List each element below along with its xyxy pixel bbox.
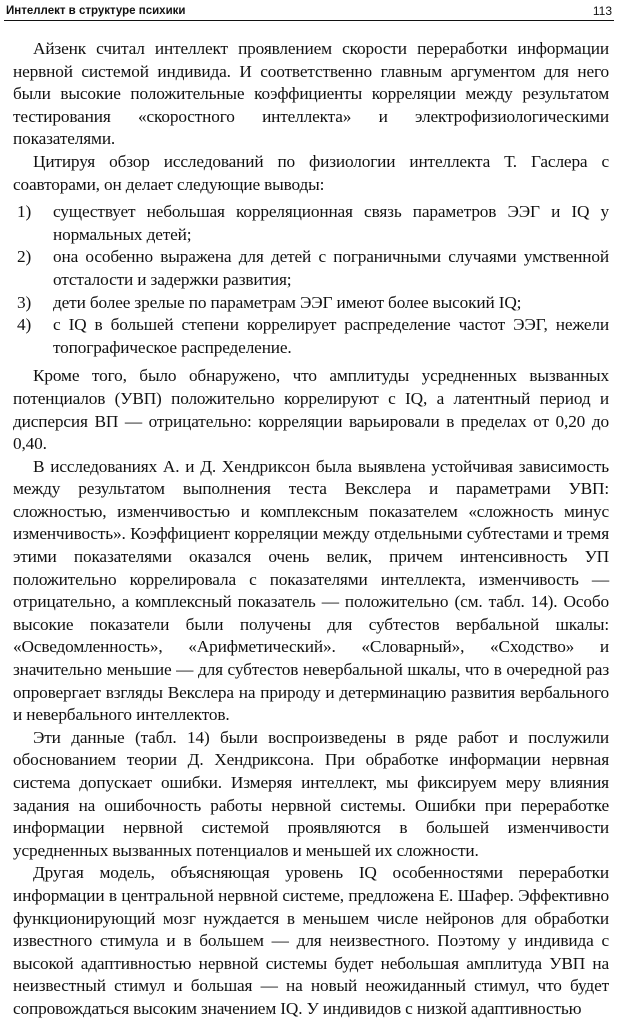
list-item	[13, 246, 609, 291]
list-item-number: 4)	[17, 315, 32, 335]
list-item	[13, 201, 609, 246]
list-item-text: существует небольшая корреляционная связь параметров ЭЭГ и IQ у нормальных детей;	[53, 202, 609, 244]
list-item-number: 2)	[17, 247, 32, 267]
paragraph-gasler-intro: Цитируя обзор исследований по физиологии интеллекта Т. Гаслера с соавторами, он делает следующие выводы:	[13, 151, 609, 194]
paragraph-hendrickson-theory: Эти данные (табл. 14) были воспроизведены в ряде работ и послужили обоснованием теории Д. Хендриксона. При обработке информации нервная система допускает ошибки. Измеряя интеллект, мы фиксируем меру влияния задания на ошибочность работы нервной системы. Ошибки при переработке информации нервной системой проявляются в большей изменчивости усредненных вызванных потенциалов и меньшей их сложности.	[13, 727, 609, 860]
list-item-text: она особенно выражена для детей с пограничными случаями умственной отсталости и задержки развития;	[53, 247, 609, 289]
paragraph-evoked-potentials: Кроме того, было обнаружено, что амплитуды усредненных вызванных потенциалов (УВП) положительно коррелируют с IQ, а латентный период и дисперсия ВП — отрицательно: корреляции варьировали в пределах от 0,20 до 0,40.	[13, 366, 609, 454]
paragraph-hendrickson-study: В исследованиях А. и Д. Хендриксон была выявлена устойчивая зависимость между результатом выполнения теста Векслера и параметрами УВП: сложностью, изменчивостью и комплексным показателем «сложность минус изменчивость». Коэффициент корреляции между отдельными субтестами и тремя этими показателями оказался очень велик, причем интенсивность УП положительно коррелировала с показателями интеллекта, изменчивость — отрицательно, а комплексный показатель — положительно (см. табл. 14). Особо высокие показатели были получены для субтестов вербальной шкалы: «Осведомленность», «Арифметический». «Словарный», «Сходство» и значительно меньшие — для субтестов невербальной шкалы, что в очередной раз опровергает взгляды Векслера на природу и детерминацию развития вербального и невербального интеллектов.	[13, 456, 609, 725]
list-item	[13, 314, 609, 359]
list-item	[13, 292, 609, 315]
list-item-text: дети более зрелые по параметрам ЭЭГ имеют более высокий IQ;	[53, 292, 522, 312]
running-head	[4, 2, 614, 21]
body-text	[13, 38, 609, 1021]
paragraph-eysenck: Айзенк считал интеллект проявлением скорости переработки информации нервной системой индивида. И соответственно главным аргументом для него были высокие положительные коэффициенты корреляции между результатом тестирования «скоростного интеллекта» и электрофизиологическими показателями.	[13, 39, 609, 149]
page-number: 113	[592, 4, 612, 18]
list-item-number: 3)	[17, 292, 32, 312]
list-item-text: с IQ в большей степени коррелирует распределение частот ЭЭГ, нежели топографическое распределение.	[53, 315, 609, 357]
paragraph-schafer-model: Другая модель, объясняющая уровень IQ особенностями переработки информации в центральной нервной системе, предложена Е. Шафер. Эффективно функционирующий мозг нуждается в меньшем числе нейронов для обработки известного стимула и в большем — для неизвестного. Поэтому у индивида с высокой адаптивностью нервной системы будет небольшая амплитуда УВП на неизвестный стимул и большая — на новый неожиданный стимул, что будет сопровождаться высоким значением IQ. У индивидов с низкой адаптивностью	[13, 863, 609, 1018]
conclusions-list	[13, 201, 609, 359]
list-item-number: 1)	[17, 202, 32, 222]
running-title: Интеллект в структуре психики	[6, 5, 186, 17]
